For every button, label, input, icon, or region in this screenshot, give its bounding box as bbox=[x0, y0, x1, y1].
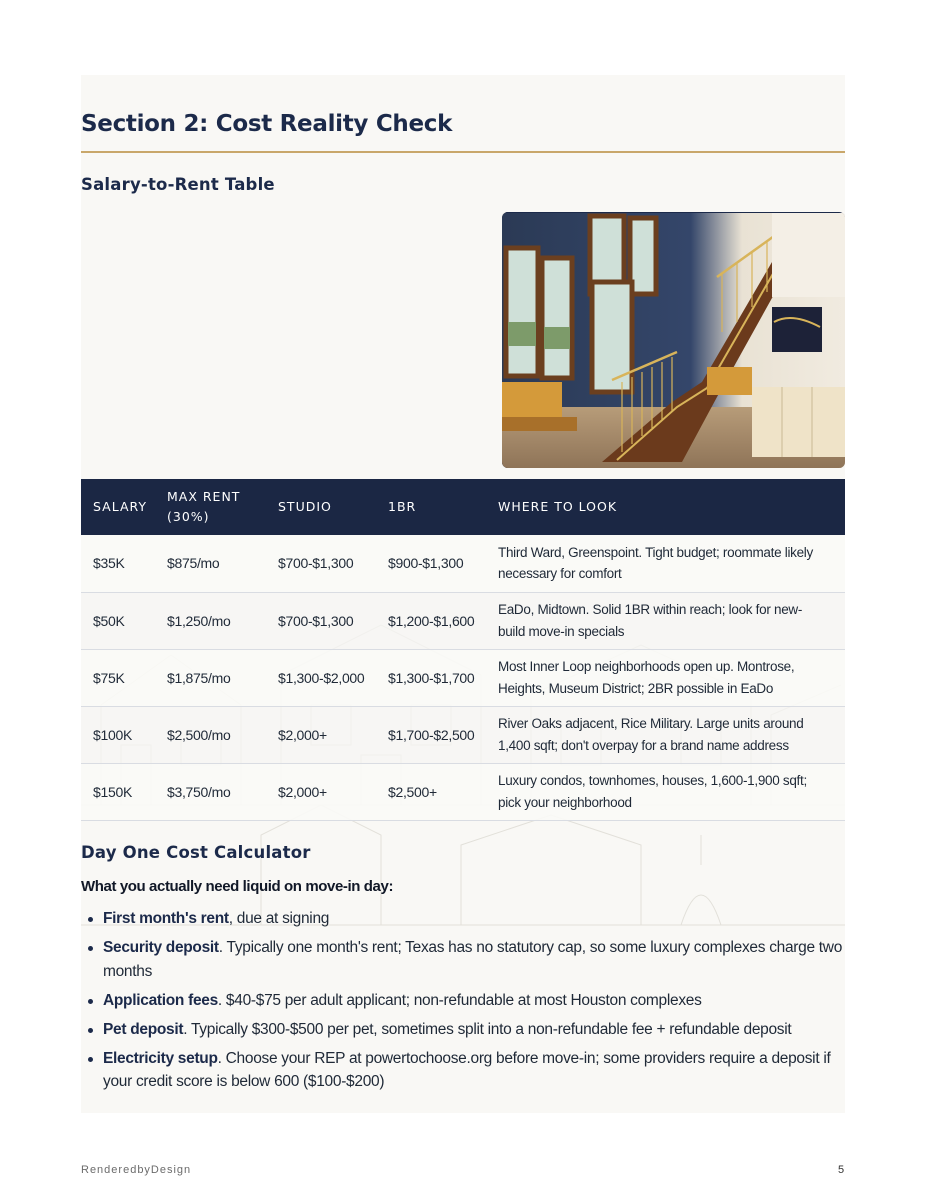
column-header-max-rent: MAX RENT (30%) bbox=[167, 489, 241, 524]
list-item bbox=[81, 907, 845, 931]
salary-cell: $100K bbox=[81, 706, 155, 763]
max-rent-cell: $1,875/mo bbox=[155, 649, 266, 706]
table-row bbox=[81, 706, 845, 763]
move-in-cost-list bbox=[81, 907, 845, 1099]
studio-cell: $700-$1,300 bbox=[266, 535, 376, 592]
staircase-interior-photo bbox=[502, 212, 845, 468]
cost-term: Pet deposit bbox=[103, 1020, 184, 1038]
one-br-cell: $1,700-$2,500 bbox=[376, 706, 486, 763]
cost-description: . Typically $300-$500 per pet, sometimes split into a non-refundable fee + refundable deposit bbox=[183, 1020, 792, 1038]
studio-cell: $2,000+ bbox=[266, 706, 376, 763]
studio-cell: $1,300-$2,000 bbox=[266, 649, 376, 706]
page-number: 5 bbox=[838, 1164, 845, 1176]
cost-description: . Choose your REP at powertochoose.org before move-in; some providers require a deposit if your credit score is below 600 ($100-$200) bbox=[103, 1049, 831, 1090]
column-header-where-to-look: WHERE TO LOOK bbox=[498, 499, 618, 514]
table-row bbox=[81, 592, 845, 649]
list-item bbox=[81, 1018, 845, 1042]
cost-description: , due at signing bbox=[228, 910, 330, 927]
salary-cell: $150K bbox=[81, 763, 155, 820]
max-rent-cell: $3,750/mo bbox=[155, 763, 266, 820]
where-to-look-cell: Third Ward, Greenspoint. Tight budget; roommate likely necessary for comfort bbox=[486, 535, 845, 592]
calculator-subheading: Day One Cost Calculator bbox=[81, 843, 311, 862]
column-header-salary: SALARY bbox=[93, 499, 148, 514]
max-rent-cell: $1,250/mo bbox=[155, 592, 266, 649]
list-item bbox=[81, 936, 845, 983]
salary-cell: $50K bbox=[81, 592, 155, 649]
cost-description: . $40-$75 per adult applicant; non-refundable at most Houston complexes bbox=[217, 991, 702, 1009]
salary-cell: $35K bbox=[81, 535, 155, 592]
calculator-lead-text: What you actually need liquid on move-in day: bbox=[81, 878, 394, 895]
one-br-cell: $900-$1,300 bbox=[376, 535, 486, 592]
one-br-cell: $1,200-$1,600 bbox=[376, 592, 486, 649]
section-title: Section 2: Cost Reality Check bbox=[81, 111, 453, 137]
table-row bbox=[81, 763, 845, 820]
one-br-cell: $2,500+ bbox=[376, 763, 486, 820]
list-item bbox=[81, 989, 845, 1013]
cost-term: Electricity setup bbox=[103, 1049, 218, 1067]
where-to-look-cell: Most Inner Loop neighborhoods open up. Montrose, Heights, Museum District; 2BR possible in EaDo bbox=[486, 649, 845, 706]
max-rent-cell: $875/mo bbox=[155, 535, 266, 592]
table-subheading: Salary-to-Rent Table bbox=[81, 175, 275, 194]
table-row bbox=[81, 535, 845, 592]
studio-cell: $2,000+ bbox=[266, 763, 376, 820]
column-header-studio: STUDIO bbox=[278, 499, 332, 514]
table-row bbox=[81, 649, 845, 706]
cost-description: . Typically one month's rent; Texas has no statutory cap, so some luxury complexes charge two months bbox=[103, 939, 843, 980]
title-divider bbox=[81, 151, 845, 153]
cost-term: First month's rent bbox=[103, 910, 229, 927]
table-header-row bbox=[81, 479, 845, 535]
salary-cell: $75K bbox=[81, 649, 155, 706]
where-to-look-cell: EaDo, Midtown. Solid 1BR within reach; look for new-build move-in specials bbox=[486, 592, 845, 649]
column-header-1br: 1BR bbox=[388, 499, 417, 514]
list-item bbox=[81, 1047, 845, 1094]
salary-rent-table bbox=[81, 479, 845, 821]
where-to-look-cell: Luxury condos, townhomes, houses, 1,600-1,900 sqft; pick your neighborhood bbox=[486, 763, 845, 820]
studio-cell: $700-$1,300 bbox=[266, 592, 376, 649]
one-br-cell: $1,300-$1,700 bbox=[376, 649, 486, 706]
where-to-look-cell: River Oaks adjacent, Rice Military. Large units around 1,400 sqft; don't overpay for a brand name address bbox=[486, 706, 845, 763]
page-panel bbox=[81, 75, 845, 1113]
cost-term: Application fees bbox=[103, 991, 218, 1009]
max-rent-cell: $2,500/mo bbox=[155, 706, 266, 763]
cost-term: Security deposit bbox=[103, 939, 219, 956]
footer-brand: RenderedbyDesign bbox=[81, 1164, 192, 1176]
